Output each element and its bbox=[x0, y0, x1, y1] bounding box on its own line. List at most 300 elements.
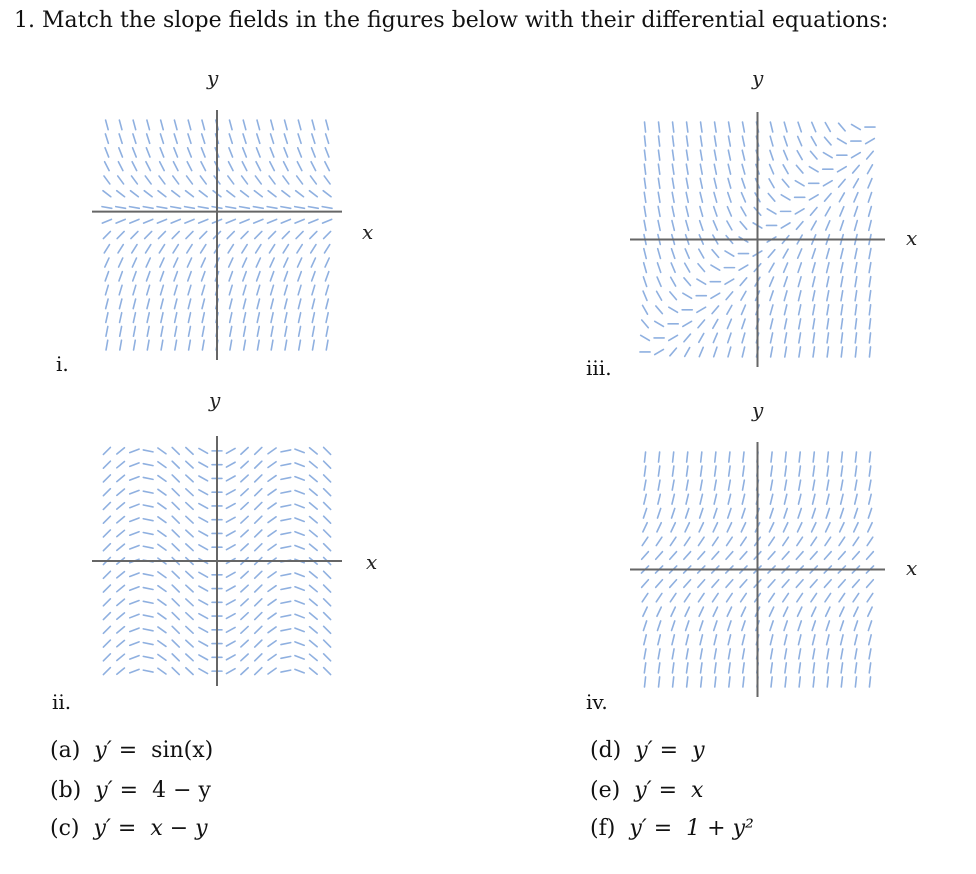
slope-segment bbox=[840, 207, 844, 216]
slope-segment bbox=[106, 313, 108, 323]
slope-segment bbox=[841, 677, 842, 687]
slope-segment bbox=[827, 277, 829, 287]
slope-segment bbox=[742, 494, 744, 504]
slope-segment bbox=[241, 516, 248, 523]
slope-segment bbox=[308, 207, 318, 209]
slope-segment bbox=[281, 546, 291, 548]
slope-segment bbox=[310, 176, 316, 184]
slope-segment bbox=[323, 191, 331, 197]
slope-segment bbox=[200, 231, 207, 238]
slope-segment bbox=[295, 669, 304, 673]
slope-segment bbox=[310, 231, 317, 238]
slope-segment bbox=[770, 494, 772, 504]
slope-segment bbox=[643, 277, 646, 287]
slope-segment bbox=[160, 258, 164, 267]
slope-segment bbox=[228, 245, 233, 253]
slope-segment bbox=[310, 448, 318, 454]
slope-segment bbox=[742, 635, 744, 645]
slope-segment bbox=[130, 477, 139, 481]
slope-segment bbox=[230, 313, 232, 323]
slope-segment bbox=[841, 663, 842, 673]
slope-segment bbox=[867, 580, 874, 588]
slope-segment bbox=[686, 206, 688, 216]
slope-segment bbox=[199, 517, 208, 522]
slope-segment bbox=[783, 165, 788, 174]
slope-segment bbox=[741, 537, 747, 545]
slope-segment bbox=[684, 593, 690, 601]
slope-segment bbox=[268, 531, 276, 537]
slope-segment bbox=[186, 654, 193, 661]
slope-segment bbox=[255, 571, 262, 578]
slope-segment bbox=[201, 148, 205, 157]
slope-segment bbox=[771, 677, 772, 687]
slope-segment bbox=[644, 263, 647, 273]
slope-segment bbox=[120, 326, 122, 336]
slope-segment bbox=[271, 340, 273, 350]
slope-segment bbox=[281, 533, 291, 535]
slope-segment bbox=[295, 532, 304, 536]
slope-segment bbox=[854, 508, 857, 518]
slope-segment bbox=[143, 615, 153, 617]
slope-segment bbox=[785, 480, 787, 490]
slope-segment bbox=[713, 333, 717, 342]
slope-segment bbox=[226, 655, 235, 660]
slope-segment bbox=[226, 476, 235, 481]
slope-segment bbox=[281, 505, 291, 507]
slope-segment bbox=[241, 571, 248, 578]
slope-segment bbox=[186, 640, 193, 647]
slope-segment bbox=[700, 480, 702, 490]
slope-segment bbox=[869, 494, 871, 504]
slope-segment bbox=[174, 272, 177, 281]
slope-segment bbox=[270, 258, 274, 267]
slope-segment bbox=[642, 593, 648, 601]
slope-segment bbox=[784, 291, 787, 301]
slope-segment bbox=[728, 150, 730, 160]
slope-segment bbox=[243, 134, 246, 143]
slope-segment bbox=[672, 164, 674, 174]
slope-segment bbox=[698, 580, 705, 588]
slope-segment bbox=[811, 537, 817, 545]
slope-segment bbox=[825, 193, 832, 201]
slope-segment bbox=[687, 122, 688, 132]
slope-segment bbox=[175, 326, 177, 336]
slope-segment bbox=[241, 461, 248, 468]
slope-segment bbox=[798, 621, 801, 631]
slope-segment bbox=[240, 207, 250, 209]
slope-segment bbox=[228, 176, 234, 184]
slope-segment bbox=[268, 191, 276, 197]
slope-segment bbox=[813, 466, 814, 476]
slope-segment bbox=[284, 162, 289, 171]
equation-lhs: y′ = bbox=[634, 778, 678, 803]
slope-segment bbox=[146, 245, 151, 253]
slope-segment bbox=[685, 348, 690, 357]
slope-segment bbox=[270, 162, 275, 171]
slope-segment bbox=[172, 489, 179, 496]
slope-segment bbox=[715, 466, 716, 476]
equation-f bbox=[590, 816, 754, 841]
slope-segment bbox=[143, 588, 153, 590]
slope-segment bbox=[295, 490, 304, 494]
slope-segment bbox=[728, 621, 731, 631]
slope-segment bbox=[659, 452, 660, 462]
slope-segment bbox=[271, 285, 274, 294]
slope-segment bbox=[146, 258, 150, 267]
slope-segment bbox=[685, 263, 690, 272]
equation-a bbox=[50, 738, 213, 763]
slope-segment bbox=[785, 649, 787, 659]
y-axis-label-iii: y bbox=[752, 66, 764, 90]
slope-segment bbox=[117, 599, 125, 605]
slope-segment bbox=[172, 530, 179, 537]
slope-segment bbox=[644, 136, 645, 146]
slope-segment bbox=[132, 162, 137, 171]
slope-segment bbox=[160, 134, 163, 143]
slope-segment bbox=[641, 335, 650, 340]
slope-segment bbox=[241, 668, 248, 675]
slope-segment bbox=[741, 523, 745, 532]
slope-segment bbox=[106, 120, 109, 130]
slope-segment bbox=[310, 668, 318, 674]
slope-segment bbox=[855, 663, 856, 673]
slope-segment bbox=[230, 340, 232, 350]
slope-segment bbox=[799, 677, 800, 687]
slope-segment bbox=[326, 299, 328, 309]
slope-segment bbox=[837, 167, 846, 172]
slope-segment bbox=[202, 326, 204, 336]
slope-segment bbox=[867, 593, 873, 601]
slope-segment bbox=[119, 285, 122, 294]
slope-segment bbox=[310, 572, 318, 578]
slope-segment bbox=[285, 340, 287, 350]
slope-segment bbox=[255, 489, 262, 496]
slope-segment bbox=[743, 663, 744, 673]
slope-segment bbox=[297, 245, 302, 253]
equation-lhs: y′ = bbox=[95, 778, 139, 803]
slope-segment bbox=[711, 265, 720, 270]
slope-segment bbox=[119, 299, 121, 309]
slope-segment bbox=[642, 552, 649, 560]
slope-segment bbox=[186, 544, 193, 551]
slope-segment bbox=[267, 207, 277, 209]
slope-segment bbox=[770, 150, 773, 160]
slope-segment bbox=[255, 668, 262, 675]
slope-segment bbox=[727, 607, 731, 616]
slope-segment bbox=[712, 250, 719, 258]
slope-segment bbox=[855, 466, 856, 476]
slope-segment bbox=[241, 626, 248, 633]
slope-segment bbox=[785, 452, 786, 462]
slope-segment bbox=[644, 480, 646, 490]
slope-segment bbox=[714, 164, 716, 174]
slope-segment bbox=[825, 123, 830, 132]
slope-segment bbox=[160, 162, 165, 171]
slope-segment bbox=[229, 258, 233, 267]
slope-segment bbox=[271, 299, 273, 309]
equation-e bbox=[590, 778, 703, 803]
slope-segment bbox=[767, 209, 776, 214]
slope-segment bbox=[158, 613, 166, 619]
slope-segment bbox=[117, 654, 125, 660]
slope-segment bbox=[255, 447, 262, 454]
slope-segment bbox=[243, 285, 246, 294]
slope-segment bbox=[298, 272, 301, 281]
slope-segment bbox=[229, 285, 232, 294]
slope-segment bbox=[728, 164, 730, 174]
slope-segment bbox=[771, 452, 772, 462]
slope-segment bbox=[727, 305, 732, 314]
slope-segment bbox=[199, 655, 208, 660]
slope-segment bbox=[799, 663, 800, 673]
slope-segment bbox=[656, 593, 662, 601]
slope-segment bbox=[711, 293, 720, 298]
slope-segment bbox=[866, 139, 875, 144]
slope-segment bbox=[281, 588, 291, 590]
slope-segment bbox=[185, 207, 195, 209]
slope-segment bbox=[271, 134, 274, 143]
slope-segment bbox=[324, 571, 331, 578]
slope-segment bbox=[324, 502, 331, 509]
slope-segment bbox=[658, 649, 660, 659]
slope-segment bbox=[269, 176, 275, 184]
slope-segment bbox=[644, 164, 645, 174]
slope-segment bbox=[285, 299, 287, 309]
slope-segment bbox=[158, 191, 166, 197]
slope-segment bbox=[281, 629, 291, 631]
slope-segment bbox=[796, 580, 803, 588]
slope-segment bbox=[714, 178, 716, 188]
slope-segment bbox=[827, 649, 829, 659]
slope-segment bbox=[103, 231, 110, 238]
slope-segment bbox=[157, 207, 167, 209]
slope-segment bbox=[728, 480, 730, 490]
slope-segment bbox=[740, 278, 747, 286]
slope-segment bbox=[781, 195, 790, 200]
slope-segment bbox=[784, 122, 787, 132]
slope-segment bbox=[186, 571, 193, 578]
equation-label: (a) bbox=[50, 738, 81, 763]
slope-segment bbox=[199, 600, 208, 605]
slope-segment bbox=[119, 120, 122, 130]
slope-segment bbox=[869, 221, 871, 231]
slope-segment bbox=[241, 191, 249, 197]
slope-segment bbox=[158, 572, 166, 578]
slope-segment bbox=[684, 334, 691, 342]
slope-segment bbox=[854, 621, 857, 631]
slope-segment bbox=[798, 122, 801, 132]
slope-segment bbox=[172, 599, 179, 606]
slope-segment bbox=[158, 531, 166, 537]
slope-segment bbox=[158, 503, 166, 509]
slope-segment bbox=[867, 537, 873, 545]
slope-segment bbox=[643, 508, 646, 518]
slope-segment bbox=[241, 613, 248, 620]
slope-segment bbox=[809, 195, 818, 200]
slope-segment bbox=[226, 669, 235, 674]
slope-segment bbox=[868, 508, 871, 518]
slope-segment bbox=[147, 285, 150, 294]
slope-segment bbox=[840, 621, 843, 631]
slope-segment bbox=[158, 599, 166, 605]
slope-segment bbox=[729, 466, 730, 476]
slope-segment bbox=[241, 544, 248, 551]
slope-segment bbox=[158, 654, 166, 660]
slope-segment bbox=[826, 249, 829, 259]
slope-segment bbox=[838, 552, 845, 560]
slope-segment bbox=[172, 544, 179, 551]
slope-segment bbox=[199, 572, 208, 577]
slope-segment bbox=[188, 272, 191, 281]
slope-segment bbox=[268, 586, 276, 592]
slope-segment bbox=[869, 480, 871, 490]
slope-segment bbox=[743, 466, 744, 476]
slope-segment bbox=[658, 663, 659, 673]
slope-segment bbox=[683, 321, 692, 326]
slope-segment bbox=[199, 545, 208, 550]
slope-segment bbox=[812, 621, 815, 631]
slope-segment bbox=[784, 508, 787, 518]
slope-segment bbox=[281, 207, 291, 209]
slope-segment bbox=[242, 258, 246, 267]
slope-segment bbox=[841, 466, 842, 476]
slope-segment bbox=[103, 530, 110, 537]
slope-segment bbox=[700, 136, 702, 146]
slope-segment bbox=[187, 176, 193, 184]
slope-segment bbox=[742, 508, 745, 518]
slope-segment bbox=[310, 640, 318, 646]
slope-segment bbox=[853, 165, 860, 173]
slope-segment bbox=[103, 571, 110, 578]
slope-segment bbox=[117, 517, 125, 523]
slope-segment bbox=[840, 523, 844, 532]
slope-segment bbox=[199, 476, 208, 481]
slope-segment bbox=[271, 326, 273, 336]
slope-segment bbox=[202, 272, 205, 281]
slope-segment bbox=[826, 607, 830, 616]
slope-segment bbox=[812, 263, 815, 273]
slope-segment bbox=[324, 640, 331, 647]
slope-segment bbox=[187, 162, 192, 171]
slope-segment bbox=[102, 219, 111, 223]
slope-segment bbox=[657, 508, 660, 518]
slope-segment bbox=[714, 136, 716, 146]
slope-segment bbox=[199, 219, 208, 223]
slope-segment bbox=[268, 517, 276, 523]
slope-segment bbox=[672, 150, 673, 160]
slope-segment bbox=[868, 523, 872, 532]
slope-segment bbox=[133, 313, 135, 323]
equation-b bbox=[50, 778, 211, 803]
slope-segment bbox=[268, 572, 276, 578]
slope-segment bbox=[770, 136, 773, 146]
slope-segment bbox=[118, 245, 123, 253]
slope-segment bbox=[298, 285, 301, 294]
slope-segment bbox=[869, 305, 870, 315]
slope-segment bbox=[310, 517, 318, 523]
slope-field-i bbox=[92, 110, 342, 360]
slope-segment bbox=[684, 278, 691, 286]
slope-segment bbox=[106, 299, 108, 309]
slope-segment bbox=[257, 272, 260, 281]
slope-segment bbox=[785, 319, 787, 329]
slope-segment bbox=[161, 313, 163, 323]
slope-segment bbox=[143, 643, 153, 645]
slope-segment bbox=[825, 207, 830, 216]
slope-segment bbox=[658, 494, 660, 504]
slope-segment bbox=[742, 319, 745, 329]
slope-segment bbox=[769, 607, 773, 616]
slope-segment bbox=[254, 191, 262, 197]
slope-segment bbox=[785, 333, 787, 343]
slope-segment bbox=[253, 207, 263, 209]
slope-segment bbox=[769, 263, 774, 272]
slope-segment bbox=[268, 613, 276, 619]
slope-segment bbox=[172, 447, 179, 454]
slope-segment bbox=[813, 677, 814, 687]
slope-segment bbox=[172, 461, 179, 468]
slope-segment bbox=[672, 621, 675, 631]
slope-segment bbox=[673, 122, 674, 132]
slope-segment bbox=[700, 508, 703, 518]
slope-segment bbox=[226, 627, 235, 632]
slope-segment bbox=[728, 508, 731, 518]
slope-segment bbox=[813, 649, 815, 659]
slope-segment bbox=[712, 580, 719, 588]
slope-segment bbox=[799, 305, 801, 315]
slope-segment bbox=[670, 580, 677, 588]
slope-segment bbox=[161, 285, 164, 294]
slope-segment bbox=[770, 635, 772, 645]
slope-segment bbox=[295, 573, 304, 577]
slope-segment bbox=[174, 120, 177, 130]
slope-segment bbox=[810, 208, 817, 216]
slope-segment bbox=[771, 466, 772, 476]
slope-segment bbox=[700, 192, 702, 202]
slope-segment bbox=[799, 333, 801, 343]
slope-segment bbox=[186, 626, 193, 633]
slope-segment bbox=[143, 450, 153, 452]
slope-segment bbox=[699, 607, 703, 616]
slope-segment bbox=[103, 461, 110, 468]
slope-segment bbox=[798, 523, 802, 532]
slope-segment bbox=[117, 572, 125, 578]
slope-segment bbox=[255, 654, 262, 661]
slope-segment bbox=[324, 245, 329, 253]
slope-segment bbox=[130, 490, 139, 494]
slope-segment bbox=[105, 134, 108, 143]
slope-segment bbox=[103, 447, 110, 454]
slope-segment bbox=[672, 494, 674, 504]
slope-segment bbox=[283, 245, 288, 253]
slope-segment bbox=[687, 452, 688, 462]
slope-segment bbox=[188, 299, 190, 309]
slope-segment bbox=[229, 134, 232, 143]
slope-segment bbox=[130, 587, 139, 591]
slope-segment bbox=[298, 148, 302, 157]
slope-segment bbox=[659, 122, 660, 132]
slope-segment bbox=[324, 668, 331, 675]
slope-segment bbox=[697, 279, 706, 284]
slope-segment bbox=[726, 292, 733, 300]
slope-segment bbox=[798, 277, 801, 287]
slope-segment bbox=[310, 544, 318, 550]
slope-segment bbox=[174, 299, 176, 309]
equation-label: (e) bbox=[590, 778, 621, 803]
slope-segment bbox=[103, 668, 110, 675]
slope-segment bbox=[644, 677, 645, 687]
slope-segment bbox=[672, 649, 674, 659]
